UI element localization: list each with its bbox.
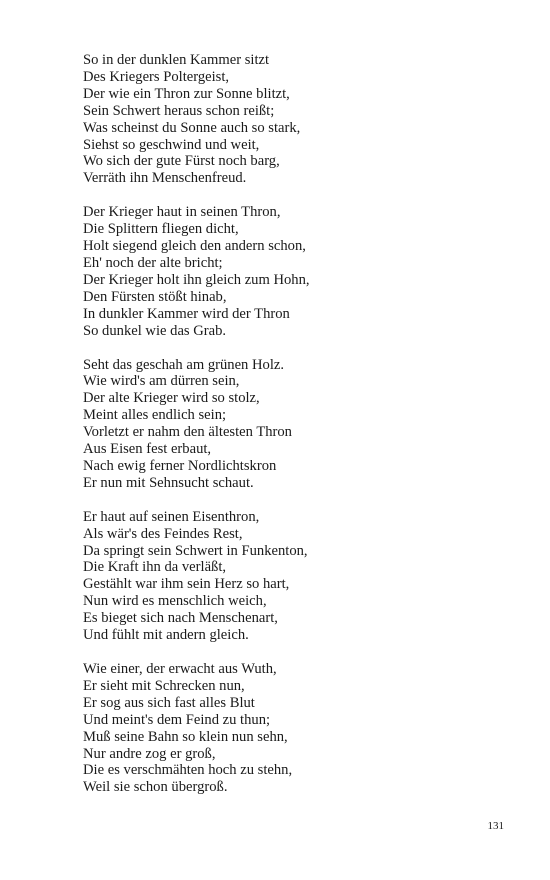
poem-line: Holt siegend gleich den andern schon, <box>83 238 306 255</box>
page-number: 131 <box>487 820 504 832</box>
poem-line: Er nun mit Sehnsucht schaut. <box>83 474 254 491</box>
poem-line: Sein Schwert heraus schon reißt; <box>83 102 275 119</box>
poem-line: Was scheinst du Sonne auch so stark, <box>83 119 301 136</box>
poem-line: Vorletzt er nahm den ältesten Thron <box>83 424 292 441</box>
poem-line: Verräth ihn Menschenfreud. <box>83 170 247 187</box>
stanza-2 <box>83 204 503 339</box>
poem-line: Und meint's dem Feind zu thun; <box>83 711 271 728</box>
stanza-5 <box>83 661 503 796</box>
poem-line: Wo sich der gute Fürst noch barg, <box>83 153 280 170</box>
stanza-3 <box>83 357 503 492</box>
poem-line: Wie wird's am dürren sein, <box>83 373 240 390</box>
poem-line: Nun wird es menschlich weich, <box>83 593 267 610</box>
poem-line: Weil sie schon übergroß. <box>83 779 228 796</box>
poem-line: Der Krieger holt ihn gleich zum Hohn, <box>83 271 310 288</box>
poem-line: So in der dunklen Kammer sitzt <box>83 52 270 68</box>
poem-line: Er haut auf seinen Eisenthron, <box>83 508 260 525</box>
poem-line: Der wie ein Thron zur Sonne blitzt, <box>83 85 290 102</box>
poem-line: Nach ewig ferner Nordlichtskron <box>83 457 277 474</box>
poem-line: Nur andre zog er groß, <box>83 745 216 762</box>
poem-line: Es bieget sich nach Menschenart, <box>83 610 278 627</box>
stanza-1 <box>83 52 503 187</box>
poem-line: Er sog aus sich fast alles Blut <box>83 694 255 711</box>
poem-line: Seht das geschah am grünen Holz. <box>83 356 285 373</box>
poem-line: Des Kriegers Poltergeist, <box>83 68 230 85</box>
poem-line: Als wär's des Feindes Rest, <box>83 525 243 542</box>
poem-line: Wie einer, der erwacht aus Wuth, <box>83 661 277 677</box>
poem-line: Da springt sein Schwert in Funkenton, <box>83 542 308 559</box>
poem-line: Siehst so geschwind und weit, <box>83 136 260 153</box>
poem-line: Er sieht mit Schrecken nun, <box>83 677 245 694</box>
poem-line: Die Splittern fliegen dicht, <box>83 221 239 238</box>
poem-line: Muß seine Bahn so klein nun sehn, <box>83 728 288 745</box>
poem-line: Der Krieger haut in seinen Thron, <box>83 204 281 221</box>
poem-line: Gestählt war ihm sein Herz so hart, <box>83 576 290 593</box>
poem-line: In dunkler Kammer wird der Thron <box>83 305 290 322</box>
stanza-4 <box>83 509 503 644</box>
poem-line: Meint alles endlich sein; <box>83 407 227 424</box>
poem-line: Den Fürsten stößt hinab, <box>83 288 227 305</box>
poem-line: Eh' noch der alte bricht; <box>83 254 223 271</box>
poem-line: So dunkel wie das Grab. <box>83 322 227 339</box>
poem-line: Aus Eisen fest erbaut, <box>83 441 212 458</box>
poem-line: Und fühlt mit andern gleich. <box>83 627 249 644</box>
poem <box>83 52 503 813</box>
poem-line: Die Kraft ihn da verläßt, <box>83 559 227 576</box>
poem-line: Der alte Krieger wird so stolz, <box>83 390 260 407</box>
poem-line: Die es verschmähten hoch zu stehn, <box>83 762 293 779</box>
